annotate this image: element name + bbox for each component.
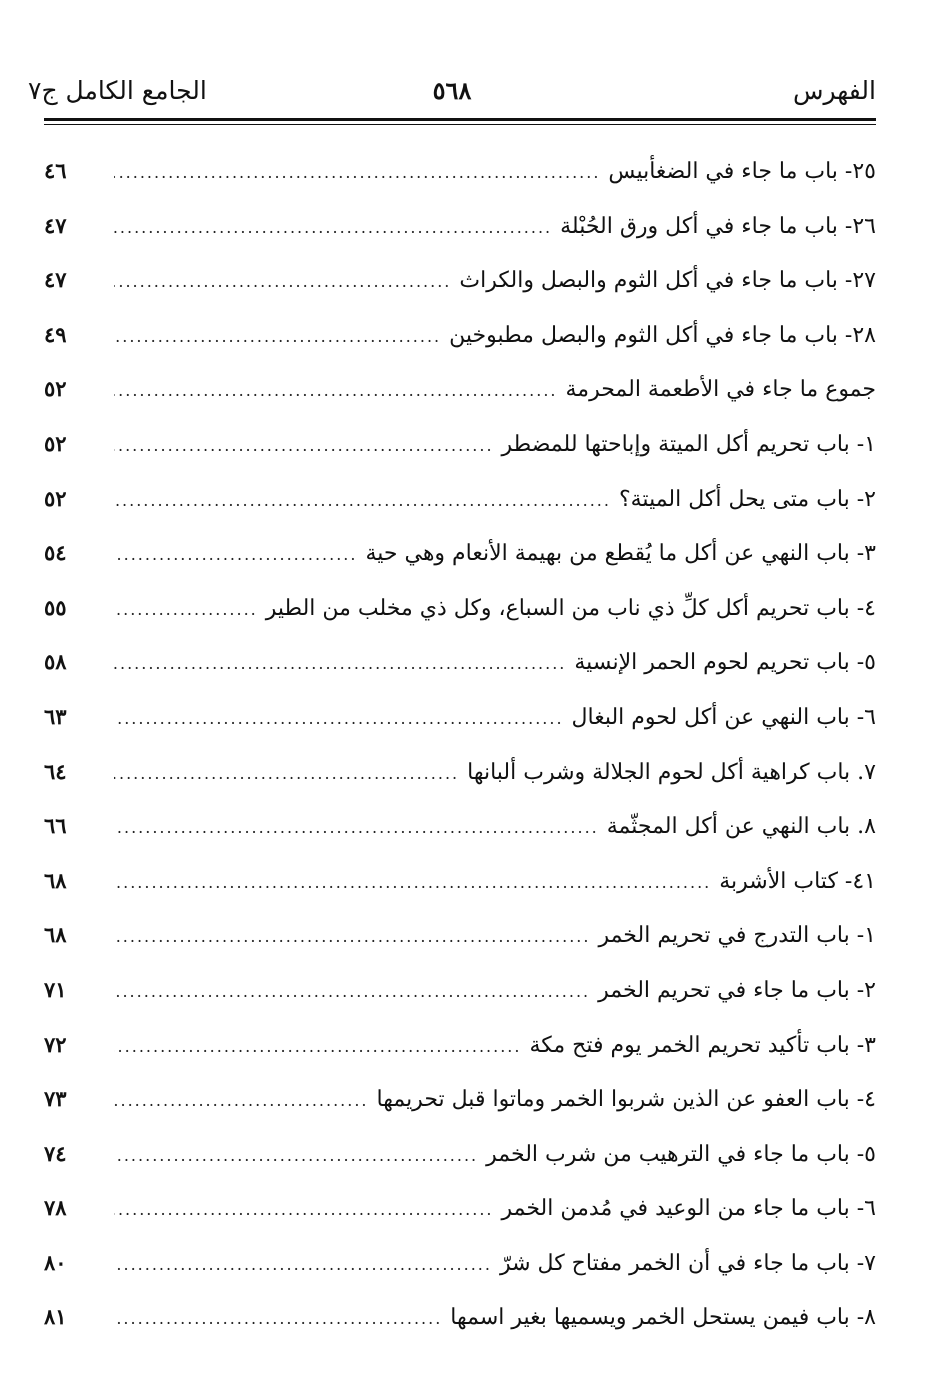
toc-entry-title: ٣- باب النهي عن أكل ما يُقطع من بهيمة الأنعام وهي حية (365, 541, 876, 567)
toc-entry-title: ٢٥- باب ما جاء في الضغأبيس (608, 159, 876, 184)
toc-entry (44, 963, 876, 1018)
toc-entry (44, 745, 876, 800)
toc-entry-title: ٣- باب تأكيد تحريم الخمر يوم فتح مكة (529, 1032, 876, 1058)
dot-leader (114, 965, 590, 1019)
toc-entry-page: ٥٢ (44, 485, 67, 511)
toc-entry-page: ٦٤ (44, 758, 67, 784)
dot-leader (114, 747, 459, 801)
toc-entry (44, 362, 876, 417)
toc-entry-title: ٤١- كتاب الأشربة (719, 868, 876, 894)
toc-entry-title: ١- باب تحريم أكل الميتة وإباحتها للمضطر (501, 431, 876, 457)
toc-entry-page: ٦٦ (44, 813, 67, 839)
dot-leader (114, 1129, 478, 1183)
toc-entry (44, 1127, 876, 1182)
dot-leader (114, 201, 552, 255)
header-rule-thin (44, 124, 876, 125)
toc-entry (44, 199, 876, 254)
toc-entry (44, 144, 876, 199)
toc-entry-page: ٧١ (44, 976, 67, 1002)
toc-entry-title: ٦- باب النهي عن أكل لحوم البغال (571, 704, 876, 730)
toc-entry-title: ٢٧- باب ما جاء في أكل الثوم والبصل والكراث (459, 268, 876, 294)
toc-entry-page: ٧٣ (44, 1086, 67, 1112)
toc-entry-page: ٦٨ (44, 867, 67, 893)
toc-entry-page: ٤٧ (44, 267, 67, 293)
toc-entry-title: ٥- باب ما جاء في الترهيب من شرب الخمر (486, 1141, 876, 1167)
dot-leader (114, 255, 451, 309)
running-header (28, 76, 876, 116)
toc-entry-title: ٦- باب ما جاء من الوعيد في مُدمن الخمر (501, 1196, 876, 1222)
dot-leader (114, 910, 590, 964)
toc-entry (44, 417, 876, 472)
toc-entry (44, 1072, 876, 1127)
dot-leader (114, 1074, 369, 1128)
toc-entry-page: ٨٠ (44, 1249, 67, 1275)
section-title: الفهرس (792, 76, 876, 105)
dot-leader (114, 528, 357, 582)
page-number: ٥٦٨ (432, 76, 472, 105)
toc-entry (44, 581, 876, 636)
toc-entry-page: ٥٥ (44, 594, 67, 620)
toc-entry-title: جموع ما جاء في الأطعمة المحرمة (565, 377, 876, 403)
dot-leader (114, 801, 599, 855)
toc-entry (44, 472, 876, 527)
toc-entry-title: ٧. باب كراهية أكل لحوم الجلالة وشرب ألبانها (467, 759, 876, 785)
toc-entry-page: ٥٨ (44, 649, 67, 675)
dot-leader (114, 1292, 442, 1346)
dot-leader (114, 1183, 494, 1237)
dot-leader (114, 1020, 521, 1074)
toc-entry (44, 690, 876, 745)
toc-entry-title: ٧- باب ما جاء في أن الخمر مفتاح كل شرّ (499, 1250, 876, 1276)
toc-entry-page: ٤٧ (44, 212, 67, 238)
toc-entry-title: ٢٦- باب ما جاء في أكل ورق الحُبْلة (560, 213, 876, 239)
toc-entry-page: ٨١ (44, 1304, 67, 1330)
toc-entry (44, 1290, 876, 1345)
toc-entry-title: ٤- باب العفو عن الذين شربوا الخمر وماتوا قبل تحريمها (376, 1087, 876, 1113)
toc-entry-page: ٧٢ (44, 1031, 67, 1057)
toc-entry (44, 1236, 876, 1291)
toc-entry (44, 854, 876, 909)
toc-entry (44, 908, 876, 963)
toc-entry-title: ١- باب التدرج في تحريم الخمر (598, 923, 876, 949)
dot-leader (114, 364, 557, 418)
toc-entry-page: ٤٦ (44, 158, 67, 183)
book-title: الجامع الكامل ج٧ (28, 76, 207, 105)
dot-leader (114, 310, 441, 364)
toc-entry-page: ٧٨ (44, 1195, 67, 1221)
dot-leader (114, 637, 566, 691)
dot-leader (114, 583, 258, 637)
toc-entry-page: ٥٢ (44, 430, 67, 456)
toc-entry-page: ٦٣ (44, 703, 67, 729)
toc-entry-page: ٤٩ (44, 321, 67, 347)
toc-entry (44, 635, 876, 690)
toc-entry (44, 253, 876, 308)
toc-entry (44, 1181, 876, 1236)
toc-entry-page: ٥٤ (44, 540, 67, 566)
dot-leader (114, 856, 711, 910)
toc-entry (44, 799, 876, 854)
dot-leader (114, 419, 494, 473)
toc-entry-page: ٥٢ (44, 376, 67, 402)
toc-entry (44, 526, 876, 581)
dot-leader (114, 146, 600, 200)
dot-leader (114, 474, 611, 528)
toc-entry-title: ٨- باب فيمن يستحل الخمر ويسميها بغير اسمها (450, 1305, 876, 1331)
toc-entry-title: ٢٨- باب ما جاء في أكل الثوم والبصل مطبوخين (449, 322, 876, 348)
header-rule-thick (44, 118, 876, 121)
toc-entry-title: ٨. باب النهي عن أكل المجثّمة (606, 814, 876, 840)
dot-leader (114, 692, 564, 746)
toc-entry-page: ٦٨ (44, 922, 67, 948)
toc-entry-title: ٢- باب ما جاء في تحريم الخمر (598, 977, 876, 1003)
dot-leader (114, 1238, 492, 1292)
toc-entry-title: ٤- باب تحريم أكل كلِّ ذي ناب من السباع، وكل ذي مخلب من الطير (265, 595, 876, 621)
toc-entry-title: ٢- باب متى يحل أكل الميتة؟ (618, 486, 876, 512)
table-of-contents (44, 144, 876, 1345)
toc-entry (44, 1018, 876, 1073)
toc-entry (44, 308, 876, 363)
toc-entry-title: ٥- باب تحريم لحوم الحمر الإنسية (574, 650, 876, 676)
toc-entry-page: ٧٤ (44, 1140, 67, 1166)
